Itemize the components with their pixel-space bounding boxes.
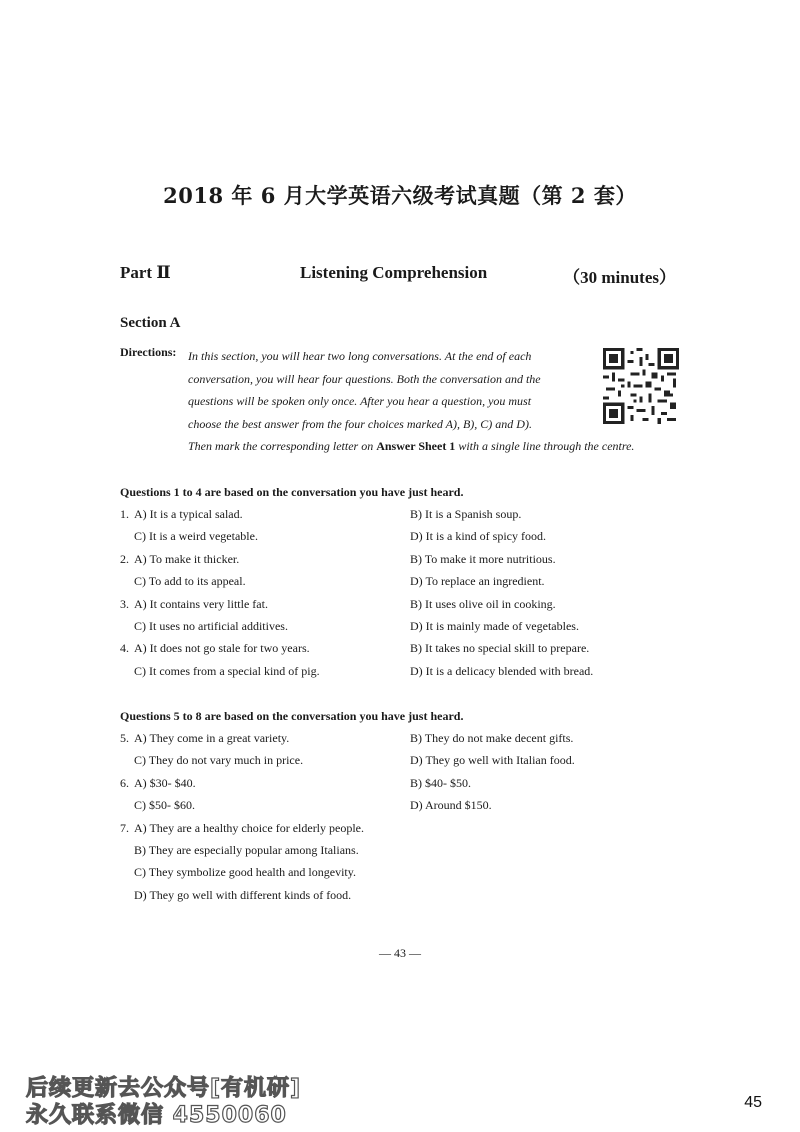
corner-page-number: 45: [744, 1094, 762, 1111]
answer-option[interactable]: A) It does not go stale for two years.: [134, 641, 310, 655]
question-row: [120, 574, 680, 594]
answer-option[interactable]: A) They come in a great variety.: [134, 731, 290, 745]
directions-line: conversation, you will hear four questions. Both the conversation and the: [188, 371, 541, 386]
answer-option[interactable]: D) It is a delicacy blended with bread.: [410, 664, 594, 678]
question-number: 6.: [120, 776, 129, 790]
directions-text-before: Then mark the corresponding letter on: [188, 439, 377, 453]
question-row: [120, 753, 680, 773]
question-row: [120, 843, 680, 863]
directions-line: choose the best answer from the four choices marked A), B), C) and D).: [188, 416, 532, 431]
answer-option[interactable]: A) It is a typical salad.: [134, 507, 243, 521]
question-group-heading: Questions 1 to 4 are based on the conversation you have just heard.: [120, 485, 464, 499]
question-number: 2.: [120, 552, 129, 566]
part-label: Part Ⅱ: [120, 263, 171, 282]
question-row: [120, 664, 680, 684]
answer-option[interactable]: C) To add to its appeal.: [134, 574, 246, 588]
answer-option[interactable]: D) It is a kind of spicy food.: [410, 529, 546, 543]
answer-option[interactable]: B) They are especially popular among Italians.: [134, 843, 359, 857]
watermark-line: 后续更新去公众号[有机研]: [26, 1076, 302, 1101]
answer-option[interactable]: C) It is a weird vegetable.: [134, 529, 258, 543]
answer-option[interactable]: D) Around $150.: [410, 798, 492, 812]
part-time: （30 minutes）: [563, 268, 676, 287]
question-row: [120, 507, 680, 527]
question-row: [120, 821, 680, 841]
question-row: [120, 888, 680, 908]
answer-option[interactable]: C) It uses no artificial additives.: [134, 619, 288, 633]
directions-text-after: with a single line through the centre.: [455, 439, 635, 453]
question-group-heading: Questions 5 to 8 are based on the conversation you have just heard.: [120, 709, 464, 723]
watermark: [26, 1075, 301, 1129]
directions-line: In this section, you will hear two long conversations. At the end of each: [188, 349, 532, 363]
watermark-line: 永久联系微信 4550060: [26, 1103, 287, 1128]
answer-option[interactable]: D) They go well with different kinds of food.: [134, 888, 352, 902]
answer-option[interactable]: B) It is a Spanish soup.: [410, 507, 522, 521]
answer-option[interactable]: B) $40- $50.: [410, 776, 471, 790]
question-row: [120, 552, 680, 572]
answer-option[interactable]: C) $50- $60.: [134, 798, 195, 812]
part-name: Listening Comprehension: [300, 263, 488, 282]
answer-option[interactable]: D) They go well with Italian food.: [410, 753, 575, 767]
question-number: 1.: [120, 507, 129, 521]
qr-code-icon[interactable]: [603, 348, 679, 424]
question-number: 5.: [120, 731, 129, 745]
question-row: [120, 798, 680, 818]
section-heading: Section A: [120, 315, 181, 331]
question-row: [120, 776, 680, 796]
question-row: [120, 619, 680, 639]
answer-option[interactable]: B) It takes no special skill to prepare.: [410, 641, 590, 655]
answer-sheet-label: Answer Sheet 1: [376, 439, 456, 453]
directions-label: Directions:: [120, 345, 177, 359]
question-row: [120, 641, 680, 661]
answer-option[interactable]: B) It uses olive oil in cooking.: [410, 597, 556, 611]
question-row: [120, 597, 680, 617]
answer-option[interactable]: D) To replace an ingredient.: [410, 574, 545, 588]
answer-option[interactable]: B) They do not make decent gifts.: [410, 731, 574, 745]
answer-option[interactable]: A) They are a healthy choice for elderly people.: [134, 821, 365, 835]
question-number: 4.: [120, 641, 129, 655]
answer-option[interactable]: B) To make it more nutritious.: [410, 552, 556, 566]
answer-option[interactable]: C) It comes from a special kind of pig.: [134, 664, 320, 678]
answer-option[interactable]: C) They do not vary much in price.: [134, 753, 304, 767]
question-row: [120, 529, 680, 549]
question-row: [120, 865, 680, 885]
question-row: [120, 731, 680, 751]
exam-title: 2018 年 6 月大学英语六级考试真题（第 2 套）: [163, 183, 637, 208]
part-header: [120, 263, 676, 287]
directions-line-last: [188, 435, 668, 458]
page-number: — 43 —: [379, 946, 421, 960]
answer-option[interactable]: C) They symbolize good health and longevity.: [134, 865, 356, 879]
question-number: 3.: [120, 597, 129, 611]
question-number: 7.: [120, 821, 129, 835]
directions-line: questions will be spoken only once. After you hear a question, you must: [188, 394, 532, 408]
directions-text: [188, 345, 668, 458]
answer-option[interactable]: A) It contains very little fat.: [134, 597, 268, 611]
answer-option[interactable]: A) $30- $40.: [134, 776, 196, 790]
answer-option[interactable]: A) To make it thicker.: [134, 552, 240, 566]
answer-option[interactable]: D) It is mainly made of vegetables.: [410, 619, 579, 633]
